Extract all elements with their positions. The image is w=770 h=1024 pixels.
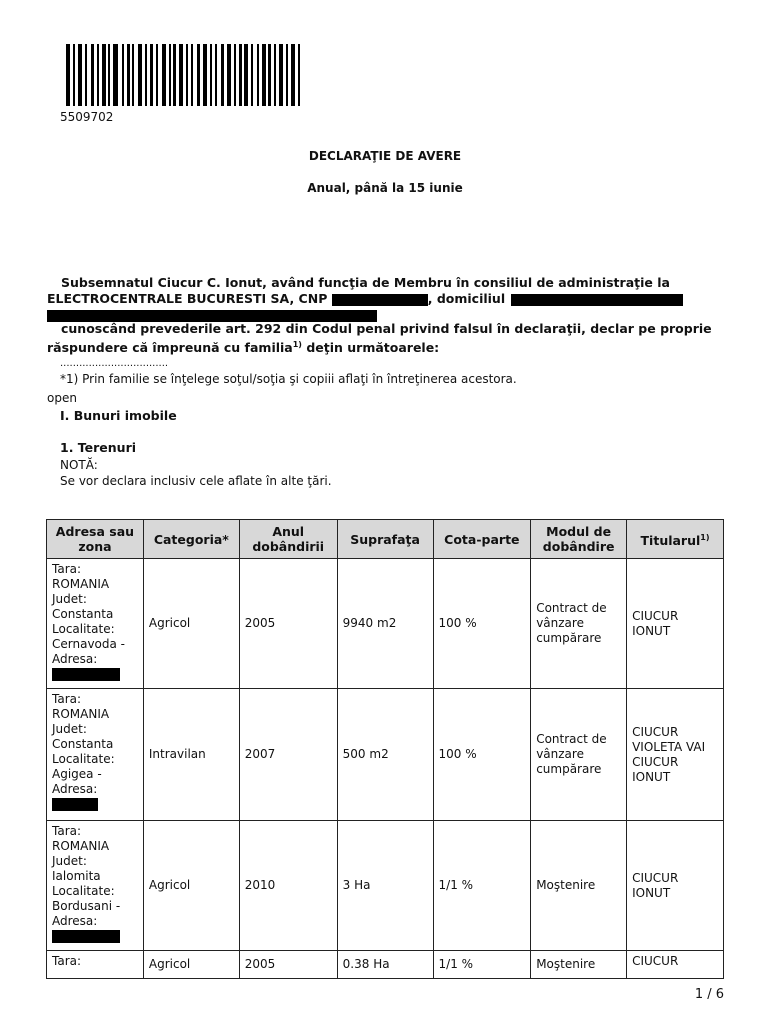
cell-address: Tara: xyxy=(47,951,144,979)
barcode-number: 5509702 xyxy=(60,110,114,124)
owner-header-sup: 1) xyxy=(700,532,710,542)
document-title: DECLARAŢIE DE AVERE xyxy=(308,149,462,163)
address-text: Tara: ROMANIA Judet: Ialomita Localitate: Bordusani - Adresa: xyxy=(52,824,121,928)
address-text: Tara: ROMANIA Judet: Constanta Localitate: Cernavoda - Adresa: xyxy=(52,562,126,666)
note-label: NOTĂ: xyxy=(60,458,98,472)
table-header-row xyxy=(47,520,724,559)
cell-category: Agricol xyxy=(143,951,239,979)
col-header-owner xyxy=(627,520,724,559)
cell-mode: Moştenire xyxy=(531,951,627,979)
redacted-cell xyxy=(52,930,120,943)
redacted-address-cont xyxy=(47,310,377,322)
intro-line-1: Subsemnatul Ciucur C. Ionut, având funcţia de Membru în consiliul de administraţie la xyxy=(61,275,670,290)
table-row xyxy=(47,689,724,821)
document-subtitle: Anual, până la 15 iunie xyxy=(307,181,463,195)
table-row xyxy=(47,951,724,979)
col-header-area: Suprafaţa xyxy=(337,520,433,559)
cell-address xyxy=(47,689,144,821)
table-row xyxy=(47,821,724,951)
subsection-heading: 1. Terenuri xyxy=(60,440,137,455)
cell-owner: CIUCUR VIOLETA VAI CIUCUR IONUT xyxy=(627,689,724,821)
cell-mode: Moştenire xyxy=(531,821,627,951)
cell-area: 0.38 Ha xyxy=(337,951,433,979)
col-header-share: Cota-parte xyxy=(433,520,531,559)
cell-mode: Contract de vânzare cumpărare xyxy=(531,559,627,689)
barcode-gap xyxy=(300,44,302,106)
redacted-cell xyxy=(52,668,120,681)
redacted-cnp xyxy=(332,294,428,306)
cell-year: 2005 xyxy=(239,951,337,979)
dots-line: .................................. xyxy=(60,358,169,369)
cell-category: Agricol xyxy=(143,559,239,689)
page-number: 1 / 6 xyxy=(694,987,724,1002)
intro-domicile-label: , domiciliul xyxy=(427,291,506,306)
note-text: Se vor declara inclusiv cele aflate în alte ţări. xyxy=(60,474,332,488)
cell-category: Agricol xyxy=(143,821,239,951)
redacted-cell xyxy=(52,798,98,811)
cell-owner: CIUCUR IONUT xyxy=(627,559,724,689)
barcode xyxy=(66,44,302,106)
section-heading: I. Bunuri imobile xyxy=(60,408,177,423)
cell-address xyxy=(47,821,144,951)
col-header-year: Anul dobândirii xyxy=(239,520,337,559)
cell-year: 2007 xyxy=(239,689,337,821)
cell-owner: CIUCUR xyxy=(627,951,724,979)
cell-owner: CIUCUR IONUT xyxy=(627,821,724,951)
intro-line-4: cunoscând prevederile art. 292 din Codul penal privind falsul în declaraţii, declar pe proprie xyxy=(61,321,712,336)
footnote-ref: 1) xyxy=(292,340,302,349)
footnote-text: *1) Prin familie se înţelege soţul/soţia şi copiii aflaţi în întreţinerea acestora. xyxy=(60,372,517,386)
cell-year: 2010 xyxy=(239,821,337,951)
cell-area: 9940 m2 xyxy=(337,559,433,689)
cell-area: 500 m2 xyxy=(337,689,433,821)
table-row xyxy=(47,559,724,689)
col-header-category: Categoria* xyxy=(143,520,239,559)
intro-line-5 xyxy=(47,337,727,356)
intro-declare-text: deţin următoarele: xyxy=(301,340,440,356)
cell-address xyxy=(47,559,144,689)
cell-area: 3 Ha xyxy=(337,821,433,951)
col-header-address: Adresa sau zona xyxy=(47,520,144,559)
intro-family-text: răspundere că împreună cu familia xyxy=(47,340,293,356)
cell-category: Intravilan xyxy=(143,689,239,821)
col-header-mode: Modul de dobândire xyxy=(531,520,627,559)
intro-employer: ELECTROCENTRALE BUCURESTI SA, CNP xyxy=(47,291,328,306)
redacted-address xyxy=(511,294,683,306)
cell-mode: Contract de vânzare cumpărare xyxy=(531,689,627,821)
address-text: Tara: ROMANIA Judet: Constanta Localitate: Agigea - Adresa: xyxy=(52,692,115,796)
cell-share: 100 % xyxy=(433,689,531,821)
owner-header-text: Titularul xyxy=(640,533,701,549)
land-table xyxy=(46,519,724,979)
cell-share: 100 % xyxy=(433,559,531,689)
open-label: open xyxy=(47,391,77,405)
intro-line-2 xyxy=(47,291,727,307)
cell-share: 1/1 % xyxy=(433,951,531,979)
cell-share: 1/1 % xyxy=(433,821,531,951)
cell-year: 2005 xyxy=(239,559,337,689)
